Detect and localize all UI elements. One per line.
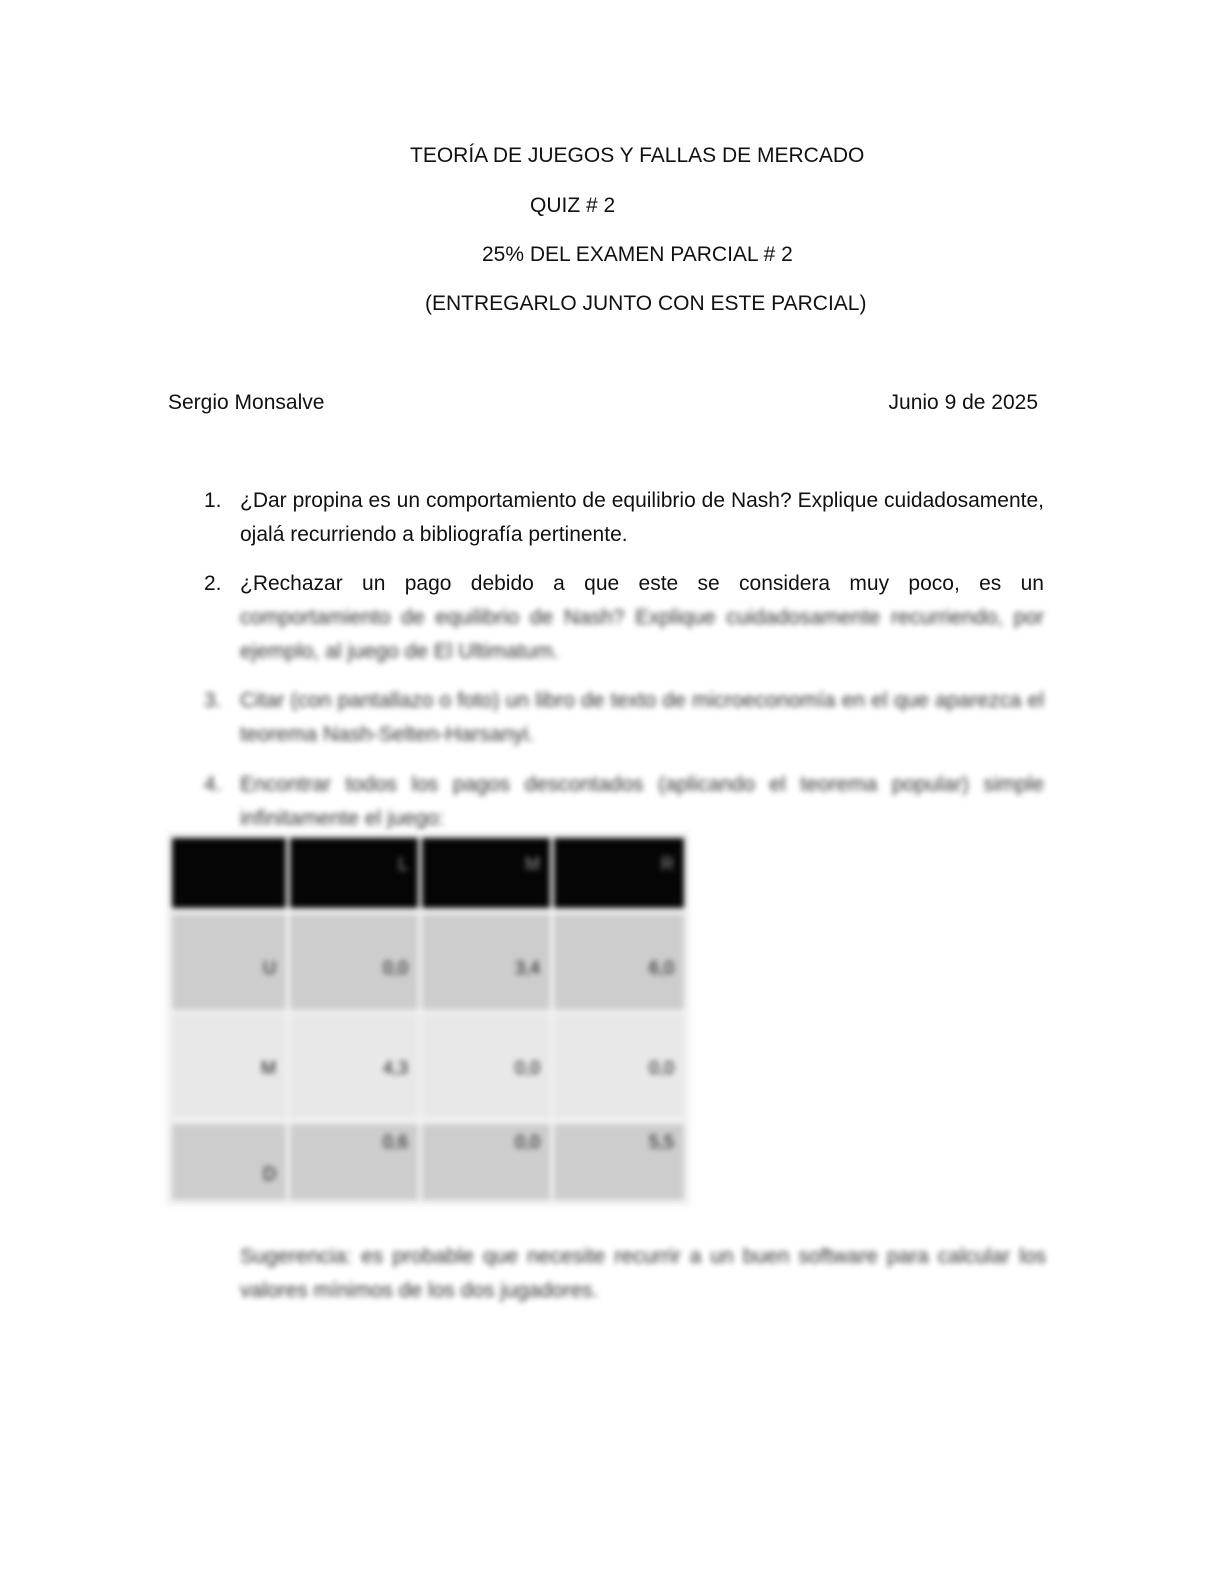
table-col-header: R [554, 838, 684, 908]
question-text: Encontrar todos los pagos descontados (aplicando el teorema popular) simple infinitamente el juego: [240, 773, 1044, 830]
question-number: 2. [204, 572, 222, 595]
table-cell: 5,5 [554, 1124, 684, 1200]
question-4 [204, 768, 1044, 836]
question-3 [204, 684, 1044, 752]
table-cell: 0,0 [422, 1124, 550, 1200]
weight-label: 25% DEL EXAMEN PARCIAL # 2 [482, 243, 793, 266]
table-cell: 3,4 [422, 914, 550, 1010]
question-text: Citar (con pantallazo o foto) un libro de texto de microeconomía en el que aparezca el teorema Nash-Selten-Harsanyi. [240, 689, 1044, 746]
table-col-header: M [422, 838, 550, 908]
question-text: ¿Dar propina es un comportamiento de equilibrio de Nash? Explique cuidadosamente, ojalá recurriendo a bibliografía pertinente. [240, 489, 1044, 546]
table-row-label: M [172, 1014, 286, 1118]
question-text-blurred: comportamiento de equilibrio de Nash? Explique cuidadosamente recurriendo, por ejemplo, al juego de El Ultimatum. [240, 606, 1044, 663]
question-number: 4. [204, 773, 222, 796]
question-text-line: ¿Rechazar un pago debido a que este se considera muy poco, es un [240, 572, 1044, 595]
table-cell: 0,0 [290, 914, 418, 1010]
table-cell: 0,0 [422, 1014, 550, 1118]
question-number: 3. [204, 689, 222, 712]
table-cell: 6,0 [554, 914, 684, 1010]
document-title: TEORÍA DE JUEGOS Y FALLAS DE MERCADO [410, 144, 865, 167]
question-1 [204, 484, 1044, 552]
question-2 [204, 567, 1044, 669]
delivery-note: (ENTREGARLO JUNTO CON ESTE PARCIAL) [425, 292, 867, 315]
table-cell: 4,3 [290, 1014, 418, 1118]
table-row-label: U [172, 914, 286, 1010]
question-number: 1. [204, 489, 222, 512]
payoff-table [166, 832, 690, 1206]
quiz-label: QUIZ # 2 [530, 194, 616, 217]
table-cell: 0,6 [290, 1124, 418, 1200]
table-cell: 0,0 [554, 1014, 684, 1118]
document-date: Junio 9 de 2025 [888, 391, 1038, 414]
question-text [240, 567, 1044, 669]
author-name: Sergio Monsalve [168, 391, 325, 414]
table-col-header: L [290, 838, 418, 908]
table-row-label: D [172, 1124, 286, 1200]
table-header-corner [172, 838, 286, 908]
suggestion-note: Sugerencia: es probable que necesite recurrir a un buen software para calcular los valores mínimos de los dos jugadores. [240, 1245, 1046, 1302]
